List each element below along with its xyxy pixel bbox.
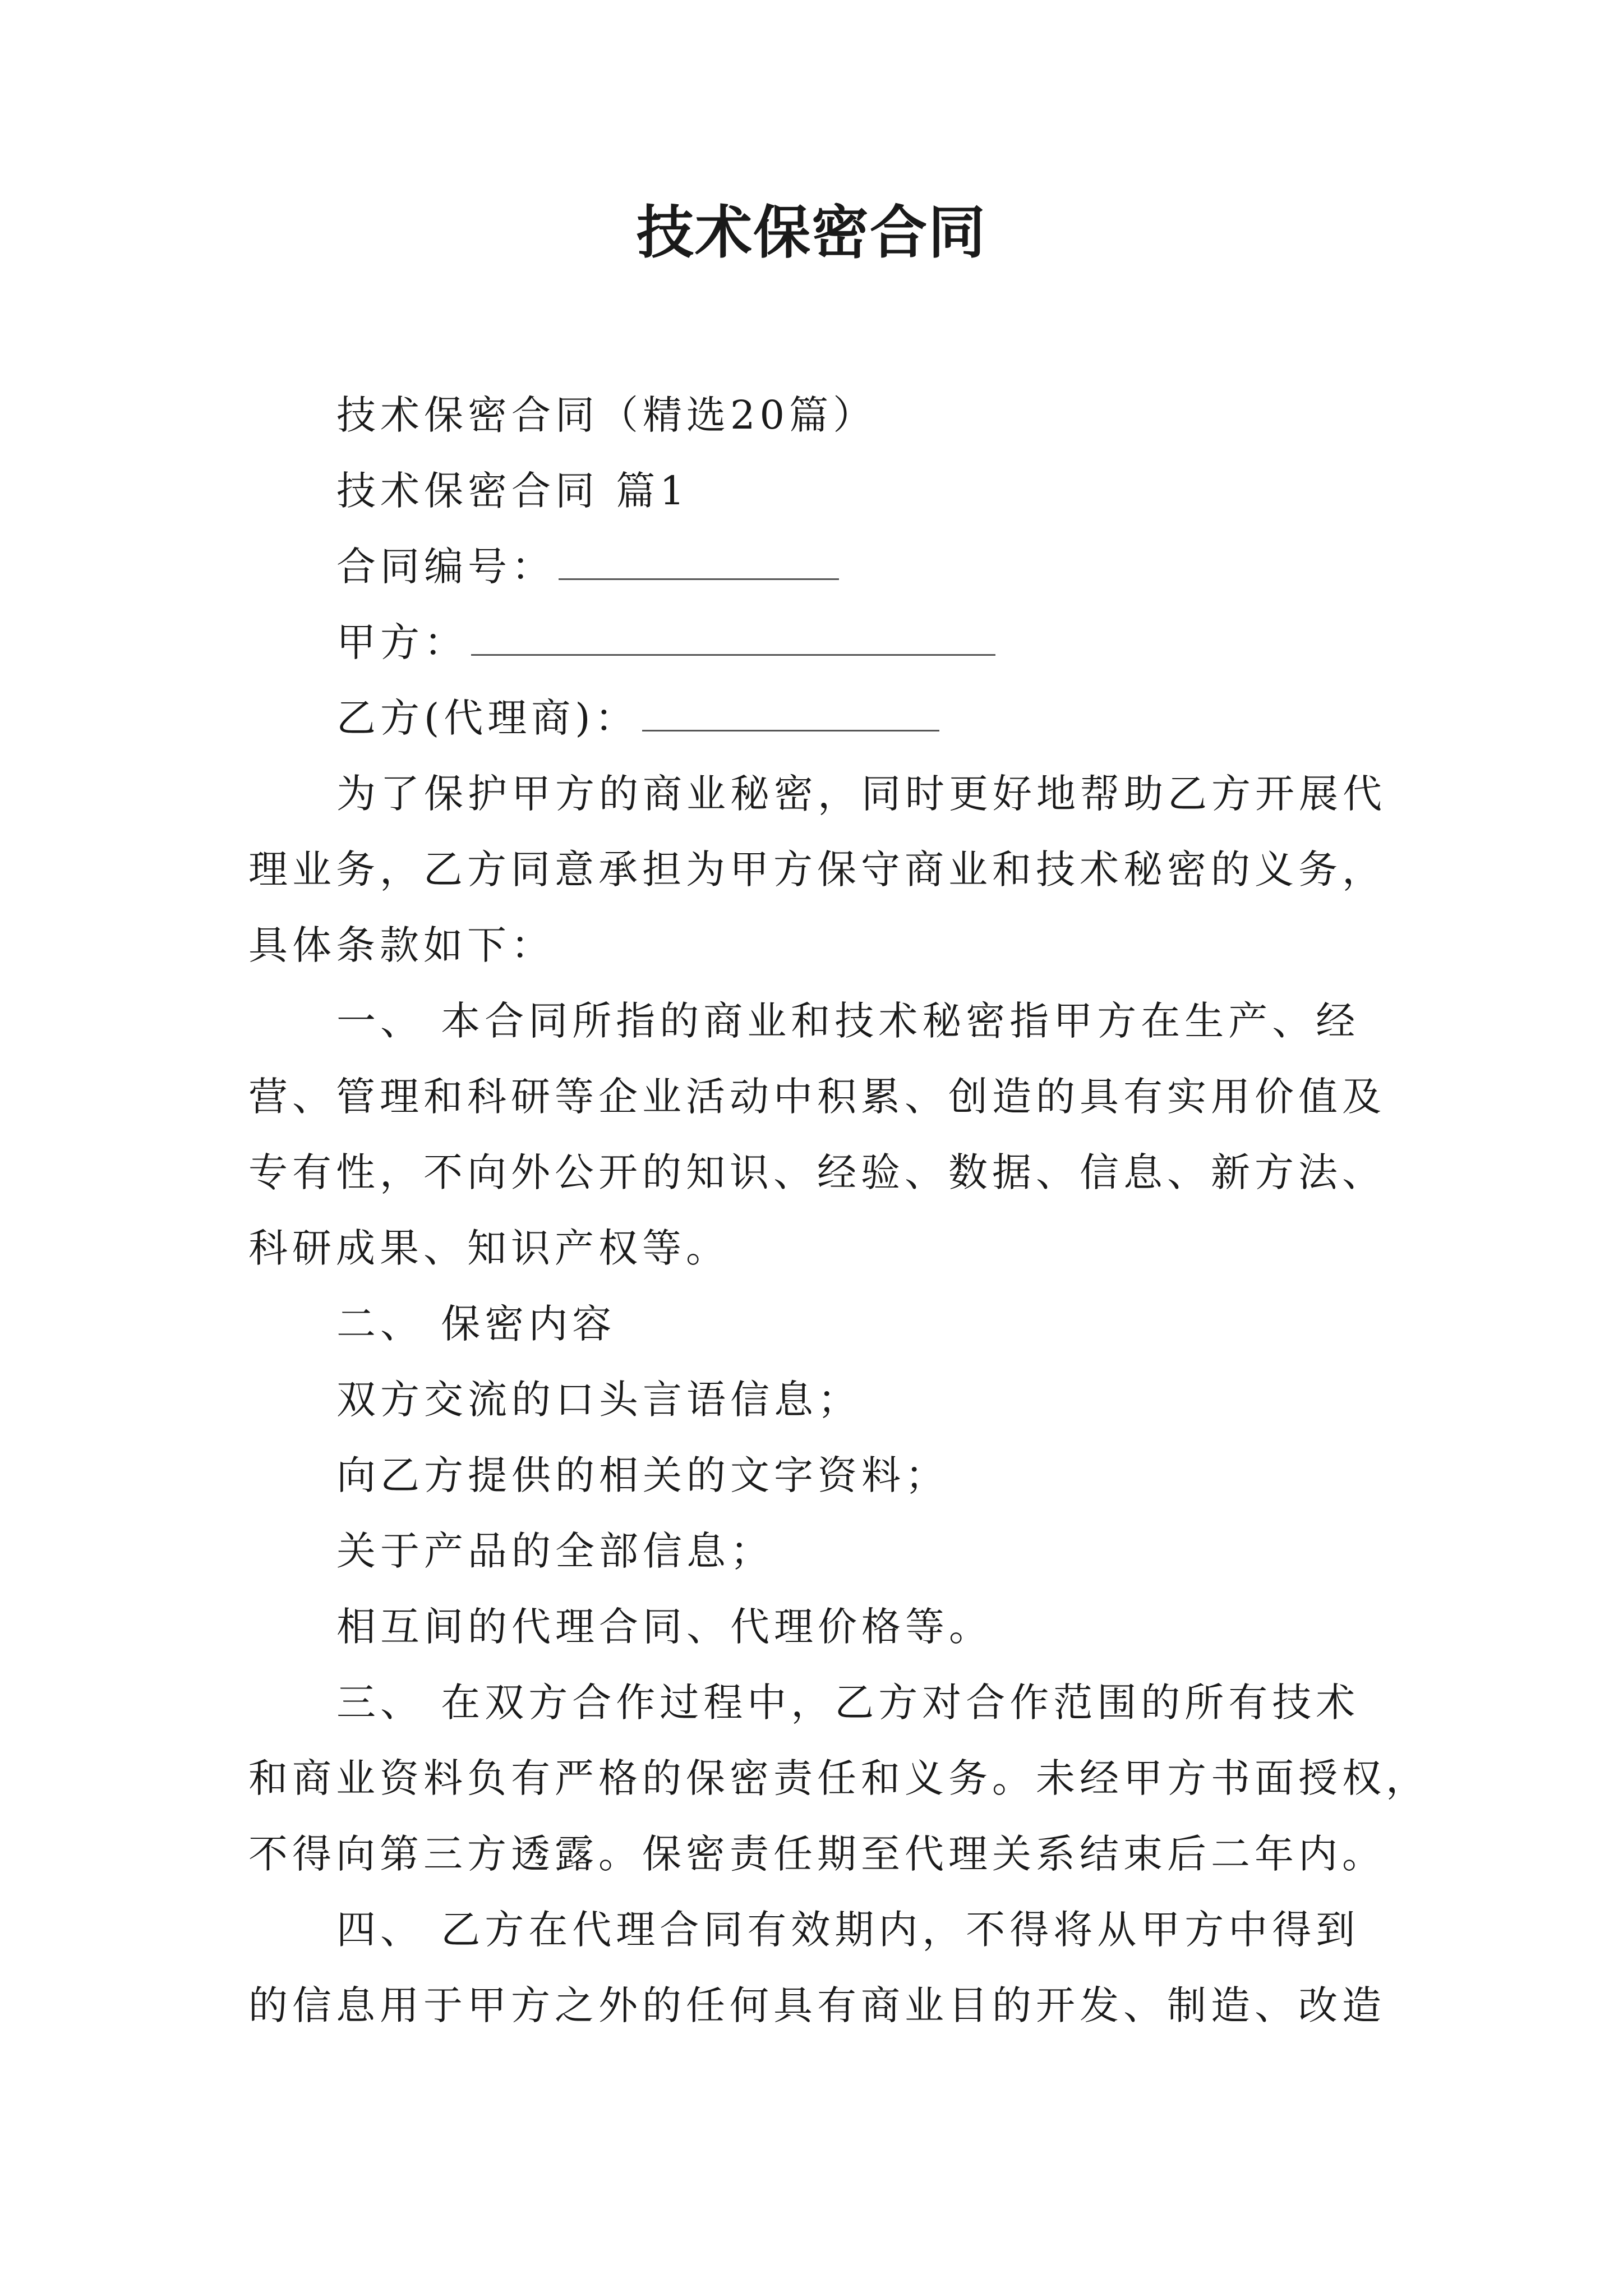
body-line: 三、 在双方合作过程中，乙方对合作范围的所有技术 xyxy=(336,1680,1360,1726)
document-subtitle: 技术保密合同（精选20篇） xyxy=(336,392,877,438)
body-line: 一、 本合同所指的商业和技术秘密指甲方在生产、经 xyxy=(336,998,1360,1044)
party-b-blank xyxy=(642,694,939,731)
party-a-blank xyxy=(471,618,995,656)
body-line: 科研成果、知识产权等。 xyxy=(248,1225,730,1271)
body-line: 和商业资料负有严格的保密责任和义务。未经甲方书面授权， xyxy=(248,1755,1430,1801)
body-line: 关于产品的全部信息； xyxy=(336,1528,774,1574)
body-line: 四、 乙方在代理合同有效期内，不得将从甲方中得到 xyxy=(336,1907,1360,1953)
party-b-label: 乙方(代理商)： xyxy=(336,695,639,741)
body-line: 理业务，乙方同意承担为甲方保守商业和技术秘密的义务， xyxy=(248,846,1386,892)
body-line: 不得向第三方透露。保密责任期至代理关系结束后二年内。 xyxy=(248,1831,1386,1877)
contract-number-label: 合同编号： xyxy=(336,544,555,590)
contract-number-blank xyxy=(559,542,839,580)
section-heading: 技术保密合同 篇1 xyxy=(336,468,689,514)
body-line: 向乙方提供的相关的文字资料； xyxy=(336,1452,949,1498)
body-line: 的信息用于甲方之外的任何具有商业目的开发、制造、改造 xyxy=(248,1982,1386,2028)
document-title: 技术保密合同 xyxy=(637,199,986,266)
party-a-field xyxy=(248,614,1559,670)
body-line: 相互间的代理合同、代理价格等。 xyxy=(336,1604,993,1650)
body-line: 双方交流的口头言语信息； xyxy=(336,1377,861,1423)
party-b-field xyxy=(248,690,1559,746)
body-line: 为了保护甲方的商业秘密，同时更好地帮助乙方开展代 xyxy=(336,771,1386,817)
body-line: 营、管理和科研等企业活动中积累、创造的具有实用价值及 xyxy=(248,1074,1386,1120)
body-line: 二、 保密内容 xyxy=(336,1301,616,1347)
body-line: 专有性，不向外公开的知识、经验、数据、信息、新方法、 xyxy=(248,1149,1386,1195)
party-a-label: 甲方： xyxy=(336,619,468,665)
contract-number-field xyxy=(248,539,1559,595)
body-line: 具体条款如下： xyxy=(248,922,555,968)
